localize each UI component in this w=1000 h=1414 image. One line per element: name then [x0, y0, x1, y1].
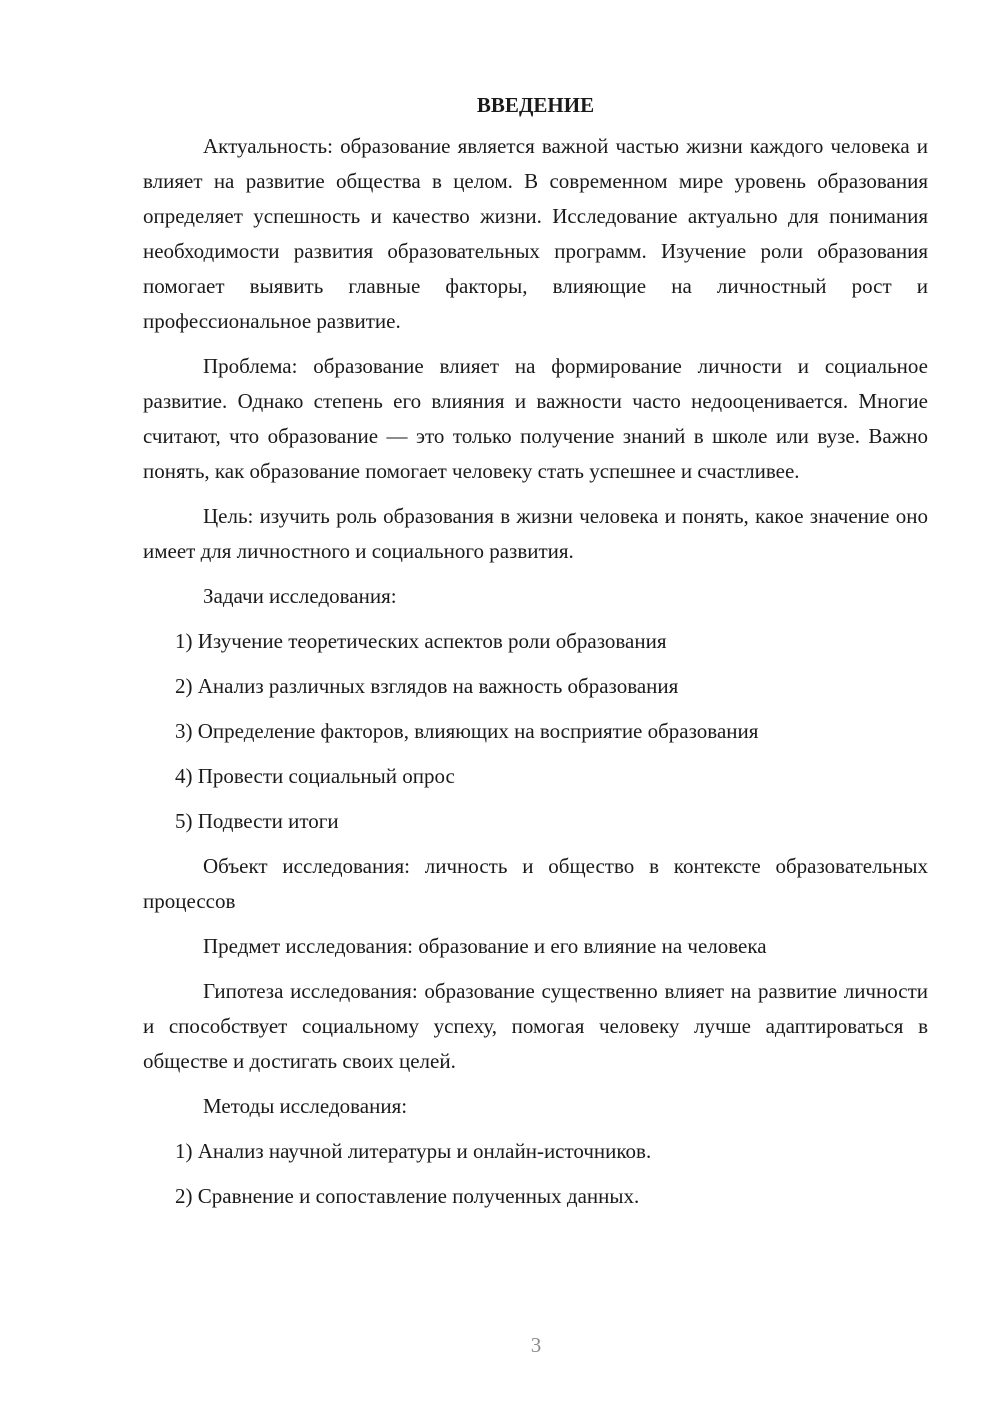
task-item: 5) Подвести итоги	[175, 809, 339, 833]
method-item: 1) Анализ научной литературы и онлайн-источников.	[175, 1139, 652, 1163]
object-paragraph: Объект исследования: личность и общество в контексте образовательных процессов	[143, 854, 928, 913]
section-title: ВВЕДЕНИЕ	[476, 93, 595, 117]
task-item: 1) Изучение теоретических аспектов роли образования	[175, 629, 667, 653]
problem-paragraph: Проблема: образование влияет на формирование личности и социальное развитие. Однако степень его влияния и важности часто недооценивается. Многие считают, что образование — это только получение знаний в школе или вузе. Важно понять, как образование помогает человеку стать успешнее и счастливее.	[143, 354, 928, 483]
tasks-heading: Задачи исследования:	[203, 584, 397, 608]
method-item: 2) Сравнение и сопоставление полученных данных.	[175, 1184, 640, 1208]
tasks-list	[143, 624, 928, 839]
task-item: 3) Определение факторов, влияющих на восприятие образования	[175, 719, 759, 743]
hypothesis-paragraph: Гипотеза исследования: образование существенно влияет на развитие личности и способствует социальному успеху, помогая человеку лучше адаптироваться в обществе и достигать своих целей.	[143, 979, 928, 1073]
methods-heading: Методы исследования:	[203, 1094, 408, 1118]
methods-list	[143, 1134, 928, 1214]
task-item: 4) Провести социальный опрос	[175, 764, 455, 788]
goal-paragraph: Цель: изучить роль образования в жизни человека и понять, какое значение оно имеет для личностного и социального развития.	[143, 504, 928, 563]
document-page	[143, 90, 928, 1224]
task-item: 2) Анализ различных взглядов на важность образования	[175, 674, 679, 698]
page-number: 3	[530, 1333, 542, 1357]
subject-paragraph: Предмет исследования: образование и его влияние на человека	[203, 934, 767, 958]
relevance-paragraph: Актуальность: образование является важной частью жизни каждого человека и влияет на развитие общества в целом. В современном мире уровень образования определяет успешность и качество жизни. Исследование актуально для понимания необходимости развития образовательных программ. Изучение роли образования помогает выявить главные факторы, влияющие на личностный рост и профессиональное развитие.	[143, 134, 928, 333]
